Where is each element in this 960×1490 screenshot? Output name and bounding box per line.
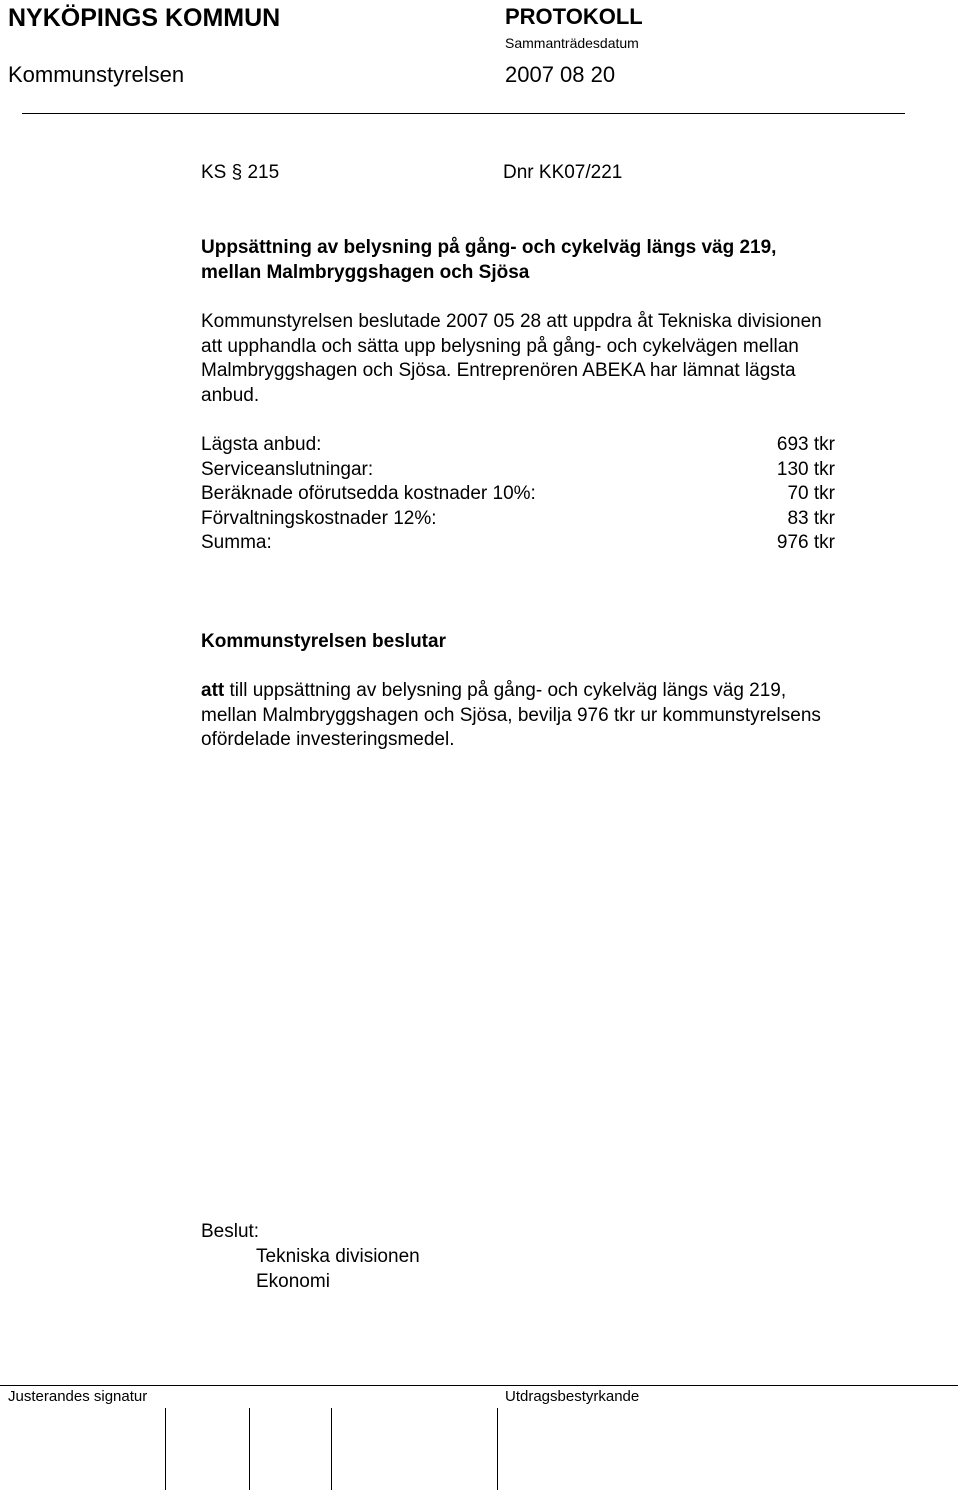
cost-value: 130 tkr [776,458,835,480]
intro-paragraph [201,310,822,408]
intro-line: att upphandla och sätta upp belysning på gång- och cykelvägen mellan [201,335,799,357]
decision-heading: Kommunstyrelsen beslutar [201,631,446,652]
document-type: PROTOKOLL [505,4,643,29]
meeting-date-label: Sammanträdesdatum [505,35,639,51]
decision-line: ofördelade investeringsmedel. [201,729,455,750]
intro-line: anbud. [201,384,260,406]
cost-label: Beräknade oförutsedda kostnader 10%: [201,483,536,504]
intro-line: Kommunstyrelsen beslutade 2007 05 28 att uppdra åt Tekniska divisionen [201,311,822,332]
signature-box-divider [165,1408,166,1490]
footer-divider [0,1385,958,1386]
signature-box-divider [331,1408,332,1490]
cost-value: 83 tkr [787,507,835,529]
cost-values [690,433,835,556]
decision-line [201,679,821,704]
decision-text [201,679,821,753]
signature-box-divider [249,1408,250,1490]
decision-line-text: till uppsättning av belysning på gång- och cykelväg längs väg 219, [224,680,787,701]
distribution-label: Beslut: [201,1221,260,1242]
cost-value: 976 tkr [776,532,835,553]
cost-value: 70 tkr [787,483,835,504]
signature-label: Justerandes signatur [8,1388,148,1405]
cost-label: Serviceanslutningar: [201,458,374,480]
extract-label: Utdragsbestyrkande [505,1388,640,1405]
cost-label: Lägsta anbud: [201,434,322,455]
committee-name: Kommunstyrelsen [8,62,185,87]
cost-label: Förvaltningskostnader 12%: [201,507,437,529]
distribution-recipient: Tekniska divisionen [256,1246,420,1267]
case-title-line: Uppsättning av belysning på gång- och cykelväg längs väg 219, [201,237,777,258]
header-divider [22,113,905,114]
case-title-line: mellan Malmbryggshagen och Sjösa [201,261,530,283]
cost-value: 693 tkr [776,434,835,455]
diary-number: Dnr KK07/221 [503,162,623,183]
meeting-date: 2007 08 20 [505,62,616,87]
cost-labels [201,433,536,556]
organization-name: NYKÖPINGS KOMMUN [8,4,281,32]
att-keyword: att [201,680,225,701]
distribution-recipient: Ekonomi [256,1270,330,1292]
decision-line: mellan Malmbryggshagen och Sjösa, bevilja 976 tkr ur kommunstyrelsens [201,704,821,726]
cost-label: Summa: [201,532,272,553]
intro-line: Malmbryggshagen och Sjösa. Entreprenören ABEKA har lämnat lägsta [201,360,796,381]
case-number: KS § 215 [201,162,280,183]
case-title [201,236,776,285]
distribution-list [256,1245,420,1294]
signature-box-divider [497,1408,498,1490]
